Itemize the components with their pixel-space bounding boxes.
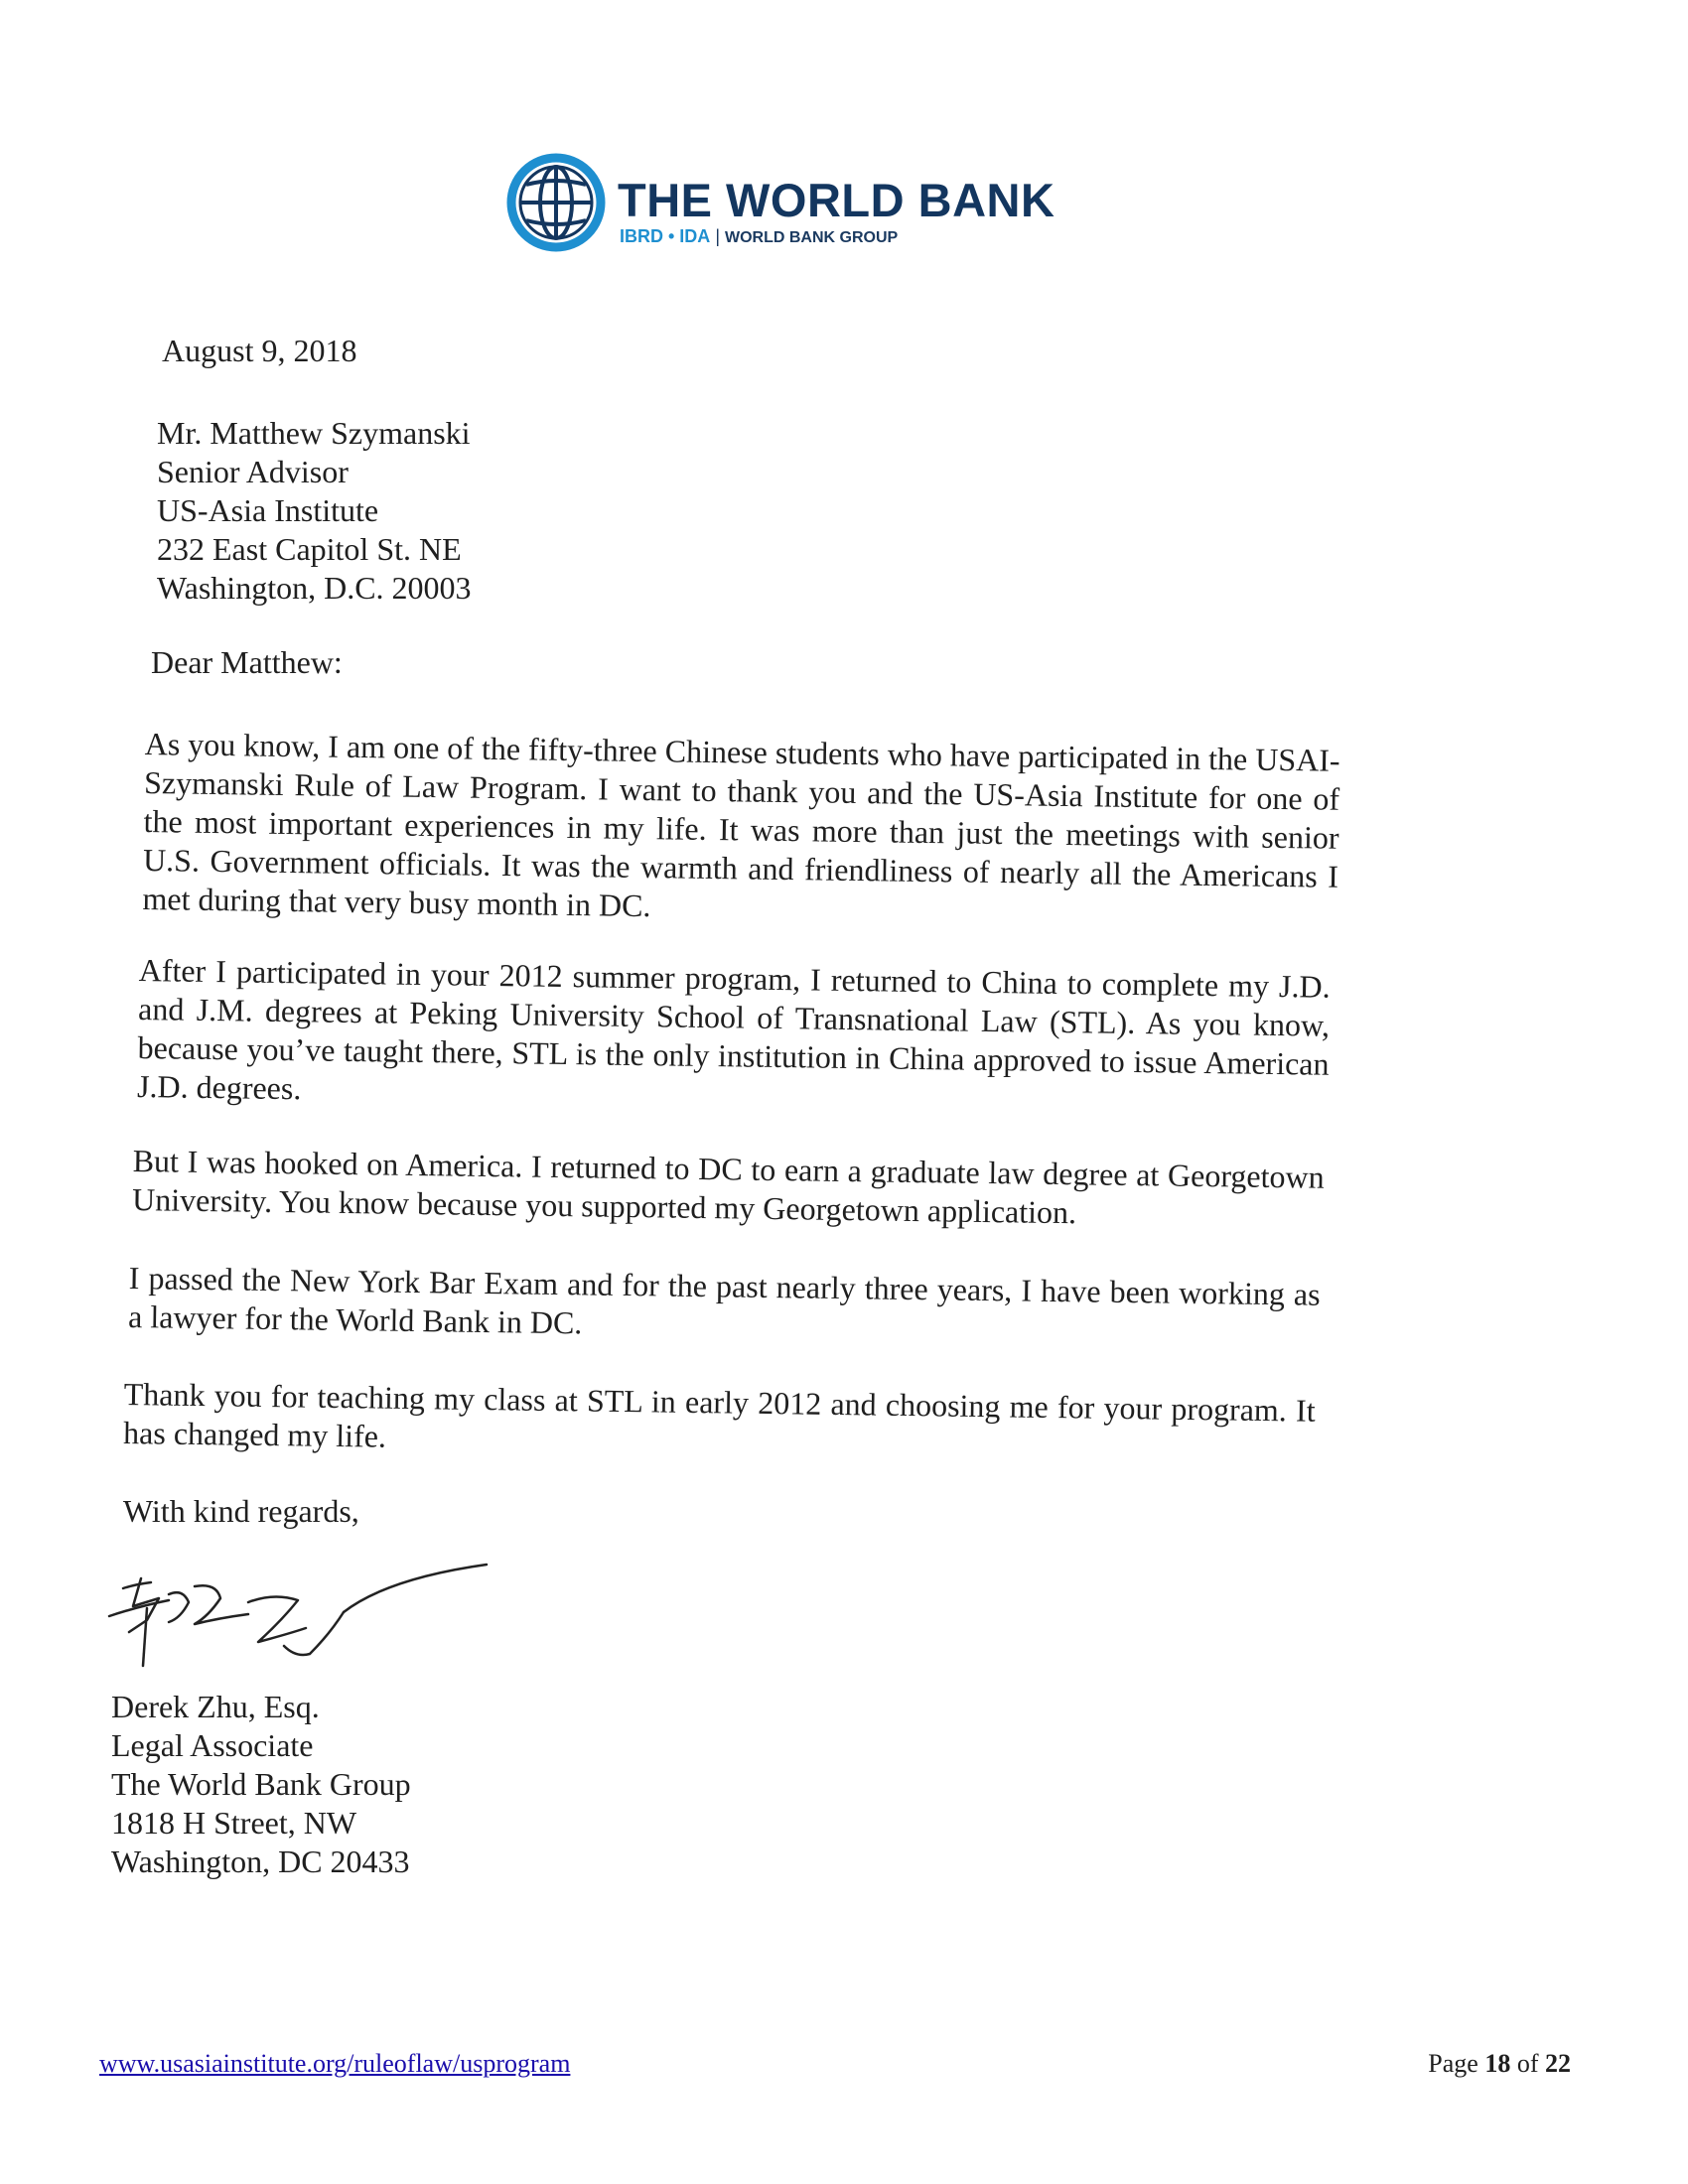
letter-date: August 9, 2018 (162, 333, 357, 368)
handwritten-signature (99, 1559, 516, 1678)
recipient-name: Mr. Matthew Szymanski (157, 415, 471, 451)
logo-group: WORLD BANK GROUP (725, 229, 899, 246)
signer-street: 1818 H Street, NW (111, 1805, 357, 1841)
salutation: Dear Matthew: (151, 644, 343, 680)
signer-title: Legal Associate (111, 1727, 314, 1763)
recipient-address (157, 414, 472, 608)
recipient-street: 232 East Capitol St. NE (157, 531, 462, 567)
closing: With kind regards, (123, 1493, 359, 1529)
body-paragraph-4: I passed the New York Bar Exam and for the past nearly three years, I have been working as a lawyer for the World Bank in DC. (127, 1259, 1321, 1341)
signer-city: Washington, DC 20433 (111, 1843, 410, 1879)
page-of: of (1516, 2049, 1539, 2078)
body-paragraph-5: Thank you for teaching my class at STL in early 2012 and choosing me for your program. It has changed my life. (122, 1375, 1316, 1454)
body-paragraph-3: But I was hooked on America. I returned to DC to earn a graduate law degree at Georgetown University. You know because you supported my Georgetown application. (131, 1142, 1325, 1231)
recipient-title: Senior Advisor (157, 454, 349, 489)
world-bank-logo (504, 151, 1055, 260)
globe-icon (504, 151, 608, 254)
page-total: 22 (1545, 2049, 1571, 2078)
body-paragraph-1: As you know, I am one of the fifty-three Chinese students who have participated in the USAI-Szymanski Rule of Law Program. I want to thank you and the US-Asia Institute for one of the most important experiences in my life. It was more than just the meetings with senior U.S. Government officials. It was the warmth and friendliness of nearly all the Americans I met during that very busy month in DC. (142, 725, 1340, 924)
page-current: 18 (1484, 2049, 1511, 2078)
body-paragraph-2: After I participated in your 2012 summer program, I returned to China to complete my J.D. and J.M. degrees at Peking University School of Transnational Law (STL). As you know, because you’ve taught there, STL is the only institution in China approved to issue American J.D. degrees. (136, 951, 1331, 1107)
page-prefix: Page (1428, 2049, 1478, 2078)
recipient-city: Washington, D.C. 20003 (157, 570, 472, 606)
signer-name: Derek Zhu, Esq. (111, 1689, 320, 1724)
recipient-organization: US-Asia Institute (157, 492, 379, 528)
logo-title: THE WORLD BANK (618, 174, 1055, 226)
logo-separator: | (715, 226, 720, 246)
logo-ibrd-ida: IBRD • IDA (620, 226, 711, 246)
page-number (1428, 2049, 1571, 2079)
logo-subtitle (620, 226, 898, 247)
signer-block (111, 1688, 411, 1881)
footer-website-link[interactable]: www.usasiainstitute.org/ruleoflaw/usprogram (99, 2049, 571, 2078)
signer-organization: The World Bank Group (111, 1766, 411, 1802)
